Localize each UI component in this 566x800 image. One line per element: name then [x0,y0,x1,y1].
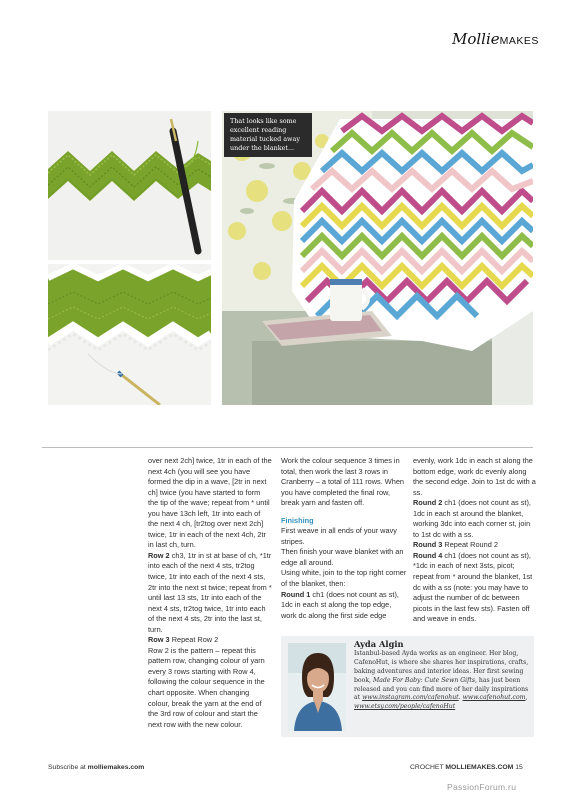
row-text: Repeat Row 2 [171,635,219,645]
row-label: Row 3 [148,635,170,645]
bio-copy: Istanbul-based Ayda works as an engineer. Her blog, CafenoHut, is where she shares her inspirations, crafts, baking adventures and interior ideas. Her first sewing book, [354,649,529,684]
author-name: Ayda Algin [354,639,404,649]
author-portrait-photo [288,643,346,731]
green-ripple-edging-photo [48,264,211,405]
masthead-logo [452,30,542,50]
page-number: 15 [515,764,523,771]
pattern-paragraph: evenly, work 1dc in each st along the bottom edge, work dc evenly along the second edge. Join to 1st dc with a ss. [413,456,536,497]
pattern-paragraph: Using white, join to the top right corner of the blanket, then: [281,568,407,589]
pattern-paragraph: Row 2 is the pattern – repeat this pattern row, changing colour of yarn every 3 rows starting with Row 4, following the colour sequence in the chart opposite. When changing colour, break the yarn at the end of the 3rd row of colour and start the next row with the new colour. [148,645,265,729]
round-label: Round 1 [281,589,311,599]
bio-copy: , has just been released and you can find more of her daily inspirations at [354,676,529,702]
row-label: Row 2 [148,550,170,560]
divider-rule [42,447,533,448]
pattern-round-3 [413,540,536,551]
footer-section [410,764,523,771]
pattern-column-3 [413,456,536,625]
footer-subscribe [48,764,144,771]
footer-subscribe-link[interactable]: molliemakes.com [87,764,145,771]
round-label: Round 2 [413,498,443,508]
footer-section-prefix: CROCHET [410,764,446,771]
link-separator: , [525,694,528,702]
pattern-round-4 [413,551,536,625]
masthead-caps: MAKES [499,35,539,47]
pattern-paragraph: First weave in all ends of your wavy stripes. [281,526,397,546]
footer-site: MOLLIEMAKES.COM [445,764,514,771]
pattern-column-1 [148,456,272,730]
etsy-link[interactable]: www.etsy.com/people/cafenoHut [354,703,456,711]
pattern-round-1 [281,590,407,622]
round-label: Round 4 [413,550,443,560]
round-label: Round 3 [413,540,443,550]
row-text: ch3, 1tr in st at base of ch, *1tr into each of the next 4 sts, tr2tog twice, 1tr into each of the next 4 sts, 2tr into the next st twice; repeat from * until last 13 sts, 1tr into each of the next 4 sts, tr2tog twice, 1tr into each of the next 4 sts, 2tr into the last st, turn. [148,550,272,634]
round-text: ch1 (does not count as st), 1dc in each st around the blanket, working 3dc into each corner st, join to 1st dc with a ss. [413,498,531,539]
round-text: ch1 (does not count as st), *1dc in each of next 3sts, picot; repeat from * around the blanket, 1st dc with a ss (note: you may have to adjust the number of dc between picots in the last few sts). Fasten off and weave in ends. [413,550,533,624]
author-bio-text [354,640,530,712]
link-separator: . [458,694,463,702]
watermark: PassionForum.ru [447,782,517,792]
pattern-row-3 [148,635,272,646]
round-text: Repeat Round 2 [444,540,498,550]
green-ripple-swatch-photo [48,111,211,260]
masthead-script: Mollie [452,30,500,48]
photo-caption: That looks like some excellent reading material tucked away under the blanket... [224,113,312,157]
pattern-paragraph: Work the colour sequence 3 times in total, then work the last 3 rows in Cranberry – a total of 111 rows. When you have completed the final row, break yarn and fasten off. [281,456,404,508]
pattern-row-2 [148,551,272,635]
footer-subscribe-prefix: Subscribe at [48,764,88,771]
finishing-heading: Finishing [281,515,314,525]
pattern-column-2 [281,456,407,621]
pattern-paragraph: over next 2ch] twice, 1tr in each of the next 4ch (you will see you have formed the dip in a wave, [2tr in next ch] twice (you have started to form the tip of the wave; repeat from * until you have 13ch left, 1tr into each of the next 4 ch, [tr2tog over next 2ch] twice, 1tr in each of the next 4ch, 2tr in last ch, turn. [148,456,272,550]
instagram-link[interactable]: www.instagram.com/cafenohut [362,694,459,702]
round-text: ch1 (does not count as st), 1dc in each st along the top edge, work dc along the first side edge [281,589,399,620]
blog-link[interactable]: www.cafenohut.com [462,694,526,702]
book-title: Made For Baby: Cute Sewn Gifts [372,676,475,684]
pattern-paragraph: Then finish your wave blanket with an edge all around. [281,547,404,567]
pattern-round-2 [413,498,536,540]
